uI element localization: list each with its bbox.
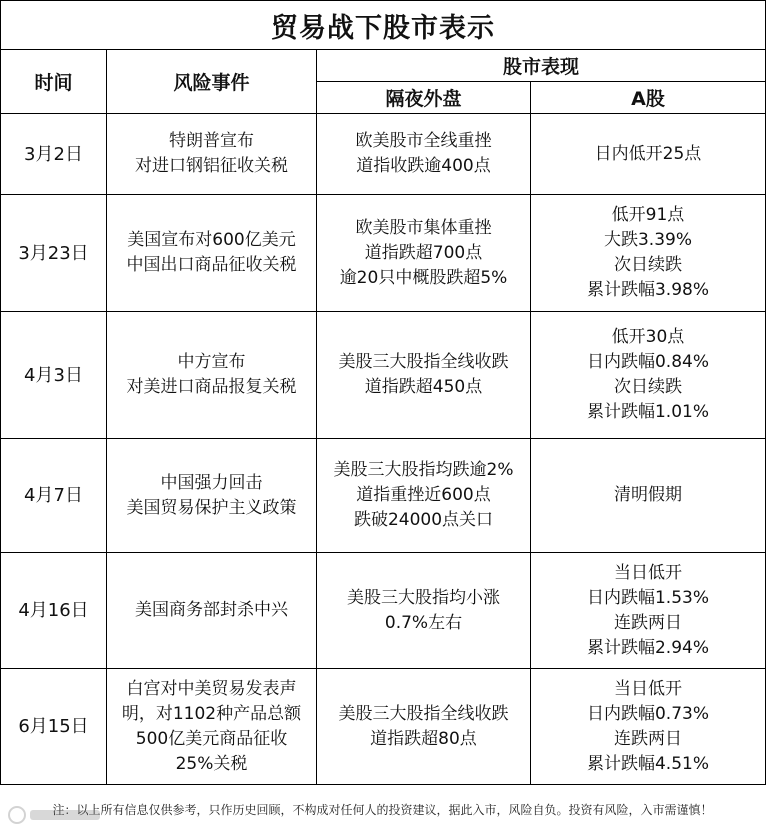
- row-a-share-line: 日内跌幅0.84%: [586, 352, 709, 372]
- row-risk-event-line: 对美进口商品报复关税: [126, 377, 297, 397]
- row-overnight-line: 美股三大股指全线收跌: [338, 703, 509, 724]
- row-overnight-line: 欧美股市集体重挫: [355, 217, 492, 238]
- row-overnight-line: 美股三大股指全线收跌: [338, 352, 509, 372]
- row-a-share-line: 累计跌幅1.01%: [586, 402, 709, 422]
- row-risk-event: [107, 669, 317, 785]
- row-overnight-line: 欧美股市全线重挫: [355, 131, 492, 151]
- row-a-share: [531, 439, 766, 553]
- row-overnight: [317, 439, 531, 553]
- row-a-share-line: 累计跌幅4.51%: [586, 753, 709, 774]
- row-risk-event-line: 对进口钢铝征收关税: [135, 156, 288, 176]
- row-overnight: [317, 195, 531, 312]
- row-a-share: [531, 114, 766, 195]
- row-a-share-line: 累计跌幅2.94%: [586, 637, 709, 658]
- row-overnight: [317, 553, 531, 669]
- row-a-share: [531, 312, 766, 439]
- row-a-share-line: 连跌两日: [614, 612, 682, 633]
- row-risk-event: [107, 553, 317, 669]
- row-overnight-line: 逾20只中概股跌超5%: [339, 267, 508, 288]
- row-risk-event-line: 500亿美元商品征收: [135, 728, 288, 749]
- row-risk-event-line: 中国出口商品征收关税: [126, 255, 297, 275]
- row-date: 3月2日: [1, 114, 107, 195]
- row-overnight-line: 美股三大股指均小涨: [347, 587, 500, 608]
- table-row: [1, 669, 766, 785]
- row-overnight-line: 道指收跌逾400点: [356, 156, 491, 176]
- row-risk-event-line: 中国强力回击: [160, 472, 263, 493]
- row-date: 4月7日: [1, 439, 107, 553]
- table-row: [1, 114, 766, 195]
- row-risk-event: [107, 195, 317, 312]
- table-row: [1, 312, 766, 439]
- row-risk-event-line: 25%关税: [175, 753, 248, 774]
- row-a-share-line: 日内跌幅0.73%: [586, 703, 709, 724]
- row-overnight-line: 道指跌超700点: [364, 242, 483, 263]
- row-risk-event-line: 特朗普宣布: [169, 131, 254, 151]
- row-overnight-line: 道指跌超450点: [364, 377, 483, 397]
- row-risk-event: [107, 312, 317, 439]
- row-a-share-line: 低开91点: [611, 205, 685, 225]
- table-row: [1, 439, 766, 553]
- row-overnight-line: 跌破24000点关口: [353, 510, 494, 530]
- header-overnight: 隔夜外盘: [317, 82, 531, 114]
- row-a-share: [531, 669, 766, 785]
- row-overnight-line: 道指跌超80点: [370, 728, 477, 749]
- row-date: 3月23日: [1, 195, 107, 312]
- table-row: [1, 195, 766, 312]
- row-a-share-line: 次日续跌: [614, 255, 682, 275]
- row-overnight: [317, 312, 531, 439]
- row-a-share-line: 日内跌幅1.53%: [586, 587, 709, 608]
- row-a-share-line: 日内低开25点: [594, 143, 702, 164]
- watermark-logo: [8, 804, 108, 826]
- header-market-performance: 股市表现: [317, 50, 766, 82]
- table-row: [1, 553, 766, 669]
- header-a-share: A股: [531, 82, 766, 114]
- row-risk-event: [107, 114, 317, 195]
- table-title: 贸易战下股市表示: [1, 1, 766, 50]
- row-a-share-line: 连跌两日: [614, 728, 682, 749]
- row-a-share-line: 大跌3.39%: [603, 230, 692, 250]
- row-date: 6月15日: [1, 669, 107, 785]
- row-risk-event-line: 白宫对中美贸易发表声: [126, 678, 297, 699]
- row-a-share-line: 当日低开: [614, 562, 682, 583]
- row-overnight-line: 美股三大股指均跌逾2%: [333, 460, 514, 480]
- row-overnight-line: 0.7%左右: [384, 612, 463, 633]
- row-a-share: [531, 195, 766, 312]
- row-risk-event-line: 美国宣布对600亿美元: [127, 230, 296, 250]
- row-a-share-line: 累计跌幅3.98%: [586, 280, 709, 300]
- watermark-icon: [8, 806, 26, 824]
- table-body: [1, 114, 766, 785]
- watermark-text-mark: [30, 810, 100, 820]
- row-risk-event-line: 美国商务部封杀中兴: [135, 600, 288, 620]
- row-risk-event-line: 美国贸易保护主义政策: [126, 497, 297, 518]
- disclaimer-footer: 注：以上所有信息仅供参考，只作历史回顾，不构成对任何人的投资建议，据此入市，风险自负。投资有风险，入市需谨慎！: [52, 803, 713, 817]
- row-risk-event: [107, 439, 317, 553]
- row-date: 4月16日: [1, 553, 107, 669]
- row-overnight: [317, 669, 531, 785]
- row-overnight-line: 道指重挫近600点: [356, 485, 491, 505]
- row-a-share-line: 低开30点: [611, 327, 685, 347]
- row-a-share: [531, 553, 766, 669]
- header-time: 时间: [1, 50, 107, 114]
- row-date: 4月3日: [1, 312, 107, 439]
- row-a-share-line: 当日低开: [614, 678, 682, 699]
- row-risk-event-line: 中方宣布: [177, 352, 246, 372]
- row-risk-event-line: 明，对1102种产品总额: [121, 703, 302, 724]
- row-a-share-line: 次日续跌: [614, 377, 682, 397]
- row-overnight: [317, 114, 531, 195]
- row-a-share-line: 清明假期: [614, 485, 682, 505]
- header-risk-event: 风险事件: [107, 50, 317, 114]
